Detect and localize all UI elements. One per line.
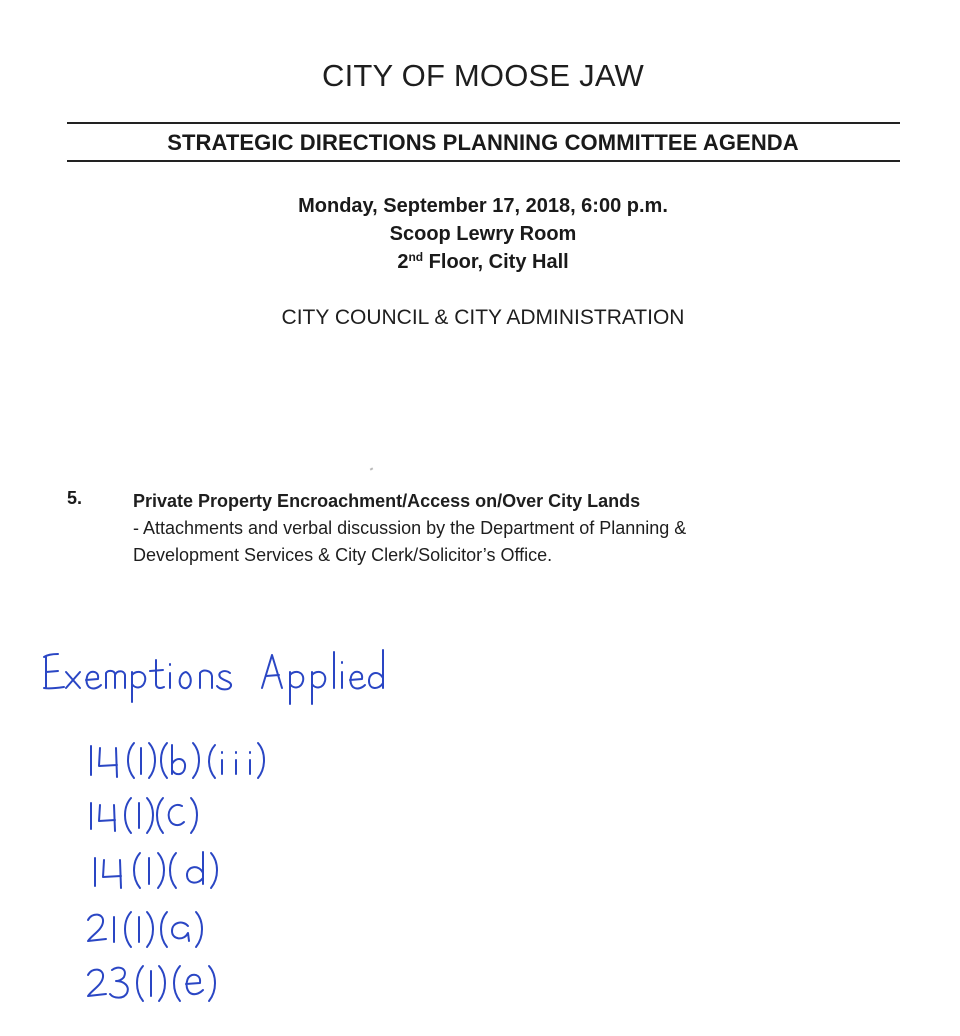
handwritten-exemption-4	[88, 912, 202, 947]
handwritten-exemption-1	[91, 743, 264, 778]
agenda-title: STRATEGIC DIRECTIONS PLANNING COMMITTEE AGENDA	[167, 130, 799, 155]
attendees: CITY COUNCIL & CITY ADMINISTRATION	[281, 306, 685, 329]
handwritten-exemption-5	[88, 966, 215, 1001]
agenda-item-description-line1: - Attachments and verbal discussion by the Department of Planning &	[133, 518, 687, 538]
agenda-item-title: Private Property Encroachment/Access on/Over City Lands	[133, 491, 641, 511]
floor-suffix: nd	[408, 250, 424, 264]
handwritten-exemption-3	[95, 852, 217, 888]
handwritten-heading	[44, 650, 383, 704]
meeting-room: Scoop Lewry Room	[389, 223, 577, 245]
floor-rest: Floor, City Hall	[423, 251, 569, 273]
organization-name: CITY OF MOOSE JAW	[321, 58, 645, 93]
floor-number: 2	[397, 251, 409, 273]
agenda-item-description-line2: Development Services & City Clerk/Solicitor’s Office.	[133, 545, 553, 565]
agenda-item-number: 5.	[67, 488, 83, 508]
meeting-date-time: Monday, September 17, 2018, 6:00 p.m.	[298, 195, 668, 217]
handwritten-exemption-2	[91, 798, 197, 833]
